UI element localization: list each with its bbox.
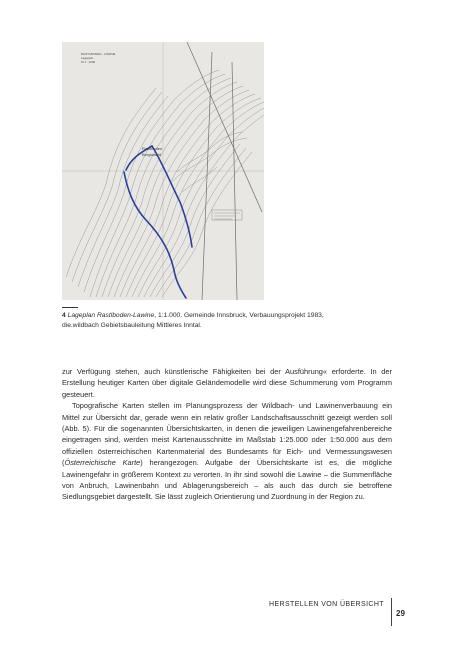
paragraph-italic: Österreichische Karte (64, 458, 141, 468)
map-label-rastlboden: Rastlboden (142, 146, 163, 151)
running-head: HERSTELLEN VON ÜBERSICHT (268, 601, 384, 608)
caption-text-line2: die.wildbach Gebietsbauleitung Mittleres Inntal. (62, 321, 202, 329)
page-number: 29 (396, 609, 405, 618)
map-stamp-line: M 1 : 1000 (81, 60, 96, 64)
map-stamp-line: RASTLBODEN - LAWINE (81, 52, 116, 56)
site-plan-figure (62, 42, 264, 300)
map-title-stamp (81, 52, 123, 72)
figure-caption (62, 311, 382, 330)
caption-text: , 1:1.000. Gemeinde Innsbruck, Verbauungsprojekt 1983, (154, 312, 324, 319)
paragraph-text: ) herangezogen. Aufgabe der Übersichtskarte ist es, die mögliche Lawinengefahr in größerem Kontext zu verorten. In ihr sind sowohl die Lawine – die Summenfläche von Anbruch, Lawinenbahn und Ablagerungsbereich – als auch das durch sie betroffene Siedlungsgebiet dargestellt. Sie lässt zugleich Orientierung und Zuordnung in der Region zu. (62, 458, 392, 502)
map-label-bergwacht: Bergwacht (142, 152, 161, 157)
paragraph-text: Topografische Karten stellen im Planungsprozess der Wildbach- und Lawinenverbauung ein Mittel zur Übersicht dar, gerade wenn ein relativ großer Landschaftsausschnitt gezeigt werden soll (Abb. 5). Für die sogenannten Übersichtskarten, in denen die jeweiligen Lawinengefahrenbereiche eingetragen sind, werden meist Kartenausschnitte im Maßstab 1:25.000 oder 1:50.000 aus dem offiziellen österreichischen Kartenmaterial des Bundesamts für Eich- und Vermessungswesen ( (62, 401, 392, 468)
folio-rule (391, 598, 392, 626)
map-stamp-line: Lageplan (81, 56, 94, 60)
caption-number: 4 (62, 312, 66, 319)
contour-map-image (62, 42, 264, 300)
caption-title: Lageplan Rastlboden-Lawine (67, 312, 155, 319)
caption-rule (62, 307, 78, 308)
paragraph (62, 400, 392, 503)
body-text (62, 366, 392, 503)
paragraph: zur Verfügung stehen, auch künstlerische Fähigkeiten bei der Ausführung« erforderte. In der Erstellung heutiger Karten über digitale Geländemodelle wird diese Schummerung vom Programm gesteuert. (62, 367, 392, 399)
